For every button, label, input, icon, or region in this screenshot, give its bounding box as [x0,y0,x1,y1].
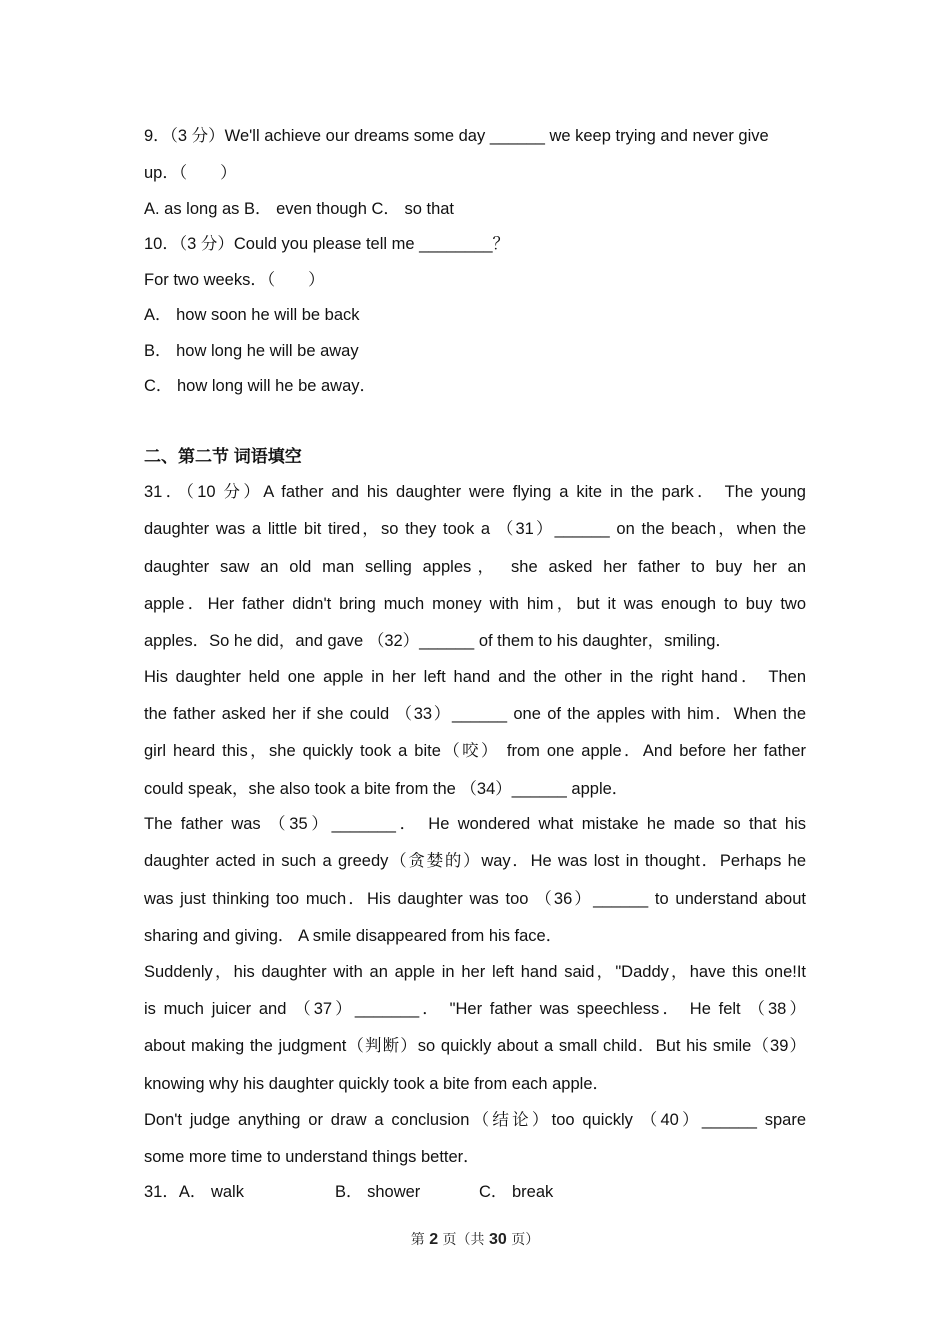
passage-line: apples．So he did，and gave （32）______ of them to his daughter，smiling． [144,632,732,650]
passage-line: is much juicer and （37）_______． "Her father was speechless． He felt （38） [144,1000,806,1018]
passage-line: Suddenly，his daughter with an apple in her left hand said，"Daddy，have this one!It [144,963,806,981]
passage-line: sharing and giving． A smile disappeared from his face． [144,927,563,945]
passage-line: girl heard this，she quickly took a bite（咬） from one apple．And before her father [144,742,806,760]
q10-option-c: C． how long will he be away． [144,377,377,395]
passage-line: knowing why his daughter quickly took a bite from each apple． [144,1075,610,1093]
passage-line: The father was （35）_______． He wondered what mistake he made so that his [144,815,806,833]
passage-line: Don't judge anything or draw a conclusion（结论）too quickly （40）______ spare [144,1111,806,1129]
passage-line: apple．Her father didn't bring much money with him，but it was enough to buy two [144,595,806,613]
passage-line: was just thinking too much．His daughter was too （36）______ to understand about [144,890,806,908]
passage-line: daughter was a little bit tired，so they took a （31）______ on the beach，when the [144,520,806,538]
q10-stem-line1: 10．（3 分）Could you please tell me ________？ [144,235,510,253]
q10-stem-line2: For two weeks．（ ） [144,271,325,289]
q10-option-a: A． how soon he will be back [144,306,360,324]
page-footer [0,1229,950,1249]
passage-line: 31．（10 分）A father and his daughter were flying a kite in the park． The young [144,483,806,501]
section-heading: 二、第二节 词语填空 [144,447,302,466]
passage-line: daughter saw an old man selling apples， she asked her father to buy her an [144,558,806,576]
passage-line: daughter acted in such a greedy（贪婪的）way．He was lost in thought．Perhaps he [144,852,806,870]
passage-line: could speak，she also took a bite from the （34）______ apple． [144,780,629,798]
q31-option-a: 31．A． walk [144,1183,244,1201]
footer-prefix: 第 [410,1232,425,1248]
footer-suffix: 页） [511,1232,540,1248]
q31-option-c: C． break [479,1183,554,1201]
footer-middle: 页（共 [442,1232,485,1248]
q9-stem-line2: up．（ ） [144,164,237,182]
q31-option-b: B． shower [335,1183,421,1201]
passage-line: His daughter held one apple in her left hand and the other in the right hand． Then [144,668,806,686]
q9-stem-line1: 9．（3 分）We'll achieve our dreams some day ______ we keep trying and never give [144,127,769,145]
footer-total-pages: 30 [489,1231,507,1248]
passage-line: some more time to understand things better． [144,1148,480,1166]
q10-option-b: B． how long he will be away [144,342,359,360]
passage-line: the father asked her if she could （33）______ one of the apples with him．When the [144,705,806,723]
q9-options: A. as long as B． even though C． so that [144,200,455,218]
footer-page-number: 2 [429,1231,439,1248]
passage-line: about making the judgment（判断）so quickly about a small child．But his smile（39） [144,1037,806,1055]
